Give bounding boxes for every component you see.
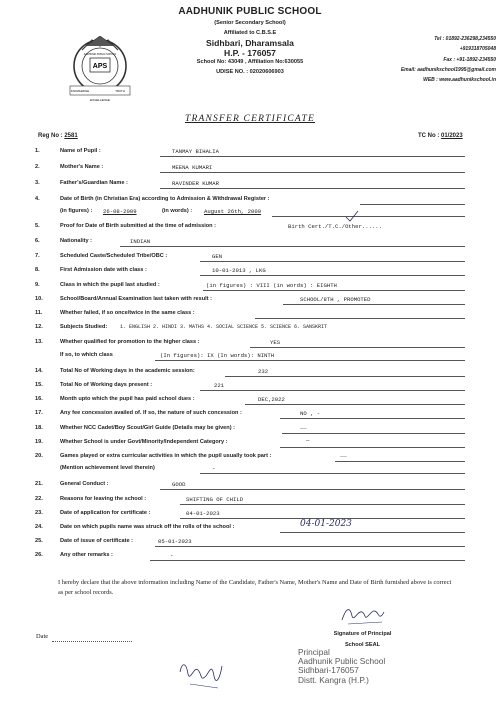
field-label: Month upto which the pupil has paid school dues :: [60, 396, 195, 402]
achievement-label: (Mention achievement level therein): [60, 465, 155, 471]
field-label: Date on which pupils name was struck off the rolls of the school :: [60, 524, 235, 530]
field-label: Whether qualified for promotion to the higher class :: [60, 339, 200, 345]
field-label: Father's/Guardian Name :: [60, 180, 128, 186]
field-number: 5.: [35, 223, 40, 229]
achievement-level: -: [212, 465, 216, 472]
declaration-text: I hereby declare that the above information including Name of the Candidate, Father's Name, Mother's Name and Date of Birth furnished above is correct as per school records.: [58, 579, 452, 596]
field-number: 7.: [35, 253, 40, 259]
seal-label: School SEAL: [344, 641, 381, 648]
contact-email: Email: aadhunikschool1995@gmail.com: [400, 66, 496, 73]
tc-value: 01/2023: [441, 133, 463, 139]
leaving-reason: SHIFTING OF CHILD: [186, 496, 244, 503]
field-number: 12.: [35, 324, 43, 330]
school-number: School No: 43049 , Affiliation No:630055: [196, 59, 304, 66]
field-number: 16.: [35, 396, 43, 402]
field-number: 11.: [35, 310, 43, 316]
struck-off-date: 04-01-2023: [300, 519, 352, 529]
stamp-line-4: Distt. Kangra (H.P.): [298, 674, 369, 685]
nationality: INDIAN: [130, 238, 151, 245]
dob-figures: 26-08-2009: [103, 208, 137, 215]
school-name: AADHUNIK PUBLIC SCHOOL: [178, 6, 322, 17]
logo-letters: APS: [92, 63, 108, 70]
last-class: (in figures) : VIII (in words) : EIGHTH: [206, 282, 337, 289]
field-label: Proof for Date of Birth submitted at the time of admission :: [60, 223, 217, 229]
reg-value: 2581: [64, 133, 78, 139]
tc-number: [418, 133, 463, 139]
field-label: General Conduct :: [60, 481, 109, 487]
promotion: YES: [270, 339, 281, 346]
school-category: —: [306, 437, 310, 444]
field-number: 20.: [35, 453, 43, 459]
dob-figures-label: (in figures) :: [60, 208, 93, 214]
dob-words-label: (in words) :: [162, 208, 193, 214]
field-label: Scheduled Caste/Scheduled Tribe/OBC :: [60, 253, 168, 259]
signature-label: Signature of Principal: [333, 631, 392, 637]
dob-words: August 26th, 2009: [204, 208, 262, 215]
first-admission: 10-01-2013 , LKG: [212, 267, 266, 274]
extra-curricular: __: [340, 451, 347, 458]
field-number: 19.: [35, 439, 43, 445]
certificate-title: TRANSFER CERTIFICATE: [185, 114, 315, 124]
field-label: Whether School is under Govt/Minority/Independent Category :: [60, 439, 228, 445]
dues-paid: DEC,2022: [258, 396, 285, 403]
field-label: Total No of Working days present :: [60, 382, 153, 388]
field-number: 8.: [35, 267, 40, 273]
subjects-studied: 1. ENGLISH 2. HINDI 3. MATHS 4. SOCIAL SCIENCE 5. SCIENCE 6. SANSKRIT: [120, 324, 328, 330]
field-label: First Admission date with class :: [60, 267, 147, 273]
field-number: 21.: [35, 481, 43, 487]
logo-text-bottom: EXCELLENCE: [90, 98, 110, 102]
school-logo: [68, 36, 132, 104]
promotion-class: (In figures): IX (In words): NINTH: [160, 352, 275, 359]
principal-signature-icon: [338, 604, 388, 626]
field-label: Date of Birth (in Christian Era) according to Admission & Withdrawal Register :: [60, 196, 270, 202]
school-contact: [350, 34, 496, 85]
school-affiliation: Affiliated to C.B.S.E: [223, 29, 277, 36]
field-number: 2.: [35, 164, 40, 170]
field-label: School/Board/Annual Examination last taken with result :: [60, 296, 212, 302]
issue-date: 05-01-2023: [158, 538, 192, 545]
general-conduct: GOOD: [172, 481, 186, 488]
field-number: 14.: [35, 368, 43, 374]
school-udise: UDISE NO. : 02020606903: [216, 68, 284, 75]
mother-name: MEENA KUMARI: [172, 164, 213, 171]
field-label: Class in which the pupil last studied :: [60, 282, 160, 288]
field-number: 15.: [35, 382, 43, 388]
field-label: Games played or extra curricular activities in which the pupil usually took part :: [60, 453, 272, 459]
field-number: 6.: [35, 238, 40, 244]
date-label: Date: [36, 633, 49, 640]
stamp-line-1: Principal: [298, 647, 330, 657]
promotion-class-label: If so, to which class: [60, 352, 113, 358]
field-number: 4.: [35, 196, 40, 202]
field-number: 25.: [35, 538, 43, 544]
logo-right: TRUTH: [115, 89, 125, 93]
logo-left: KNOWLEDGE: [70, 89, 90, 93]
field-label: Date of issue of certificate :: [60, 538, 134, 544]
tc-label: TC No :: [418, 133, 440, 139]
last-exam: SCHOOL/8TH , PROMOTED: [300, 296, 371, 303]
field-number: 9.: [35, 282, 40, 288]
field-label: Name of Pupil :: [60, 148, 101, 154]
dob-proof: Birth Cert./T.C./Other......: [288, 223, 382, 230]
school-location: Sidhbari, Dharamsala: [206, 38, 294, 49]
field-label: Reasons for leaving the school :: [60, 496, 147, 502]
ncc-details: __: [300, 423, 307, 430]
field-number: 1.: [35, 148, 40, 154]
field-number: 23.: [35, 510, 43, 516]
field-label: Any other remarks :: [60, 552, 113, 558]
field-number: 3.: [35, 180, 40, 186]
field-label: Subjects Studied:: [60, 324, 108, 330]
field-label: Whether NCC Cadet/Boy Scout/Girl Guide (Details may be given) :: [60, 425, 235, 431]
field-label: Total No of Working days in the academic session:: [60, 368, 195, 374]
days-present: 221: [214, 382, 225, 389]
stamp-line-3: Sidhbari-176057: [298, 665, 359, 676]
category: GEN: [212, 253, 223, 260]
contact-web: WEB : www.aadhunikschool.in: [423, 77, 496, 84]
field-number: 17.: [35, 410, 43, 416]
application-date: 04-01-2023: [186, 510, 220, 517]
field-number: 24.: [35, 524, 43, 530]
field-number: 18.: [35, 425, 43, 431]
contact-mobile: +919318705048: [459, 46, 496, 53]
stamp-line-2: Aadhunik Public School: [298, 656, 386, 667]
contact-fax: Fax : +91-1892-234550: [443, 56, 496, 63]
clerk-signature-icon: [176, 652, 226, 692]
field-label: Whether failed, if so once/twice in the same class :: [60, 310, 195, 316]
school-pin: H.P. - 176057: [224, 48, 276, 59]
field-number: 10.: [35, 296, 43, 302]
principal-stamp: [298, 648, 385, 685]
field-label: Any fee concession availed of. If so, the nature of such concession :: [60, 410, 242, 416]
tick-mark-icon: [345, 210, 359, 222]
fee-concession: NO , -: [300, 410, 321, 417]
pupil-name: TANMAY BIHALIA: [172, 148, 219, 155]
field-label: Date of application for certificate :: [60, 510, 151, 516]
field-number: 22.: [35, 496, 43, 502]
field-number: 13.: [35, 339, 43, 345]
contact-tel: Tel : 01892-236298,234550: [434, 36, 496, 42]
reg-label: Reg No :: [38, 133, 63, 139]
working-days: 232: [258, 368, 269, 375]
field-number: 26.: [35, 552, 43, 558]
other-remarks: -: [170, 552, 174, 559]
field-label: Nationality :: [60, 238, 93, 244]
school-header: [150, 6, 350, 77]
field-label: Mother's Name :: [60, 164, 104, 170]
logo-text-top: AADHUNIK PUBLIC SCHOOL: [83, 53, 117, 56]
father-name: RAVINDER KUMAR: [172, 180, 219, 187]
reg-number: [38, 133, 78, 139]
school-subtitle: (Senior Secondary School): [214, 20, 286, 26]
